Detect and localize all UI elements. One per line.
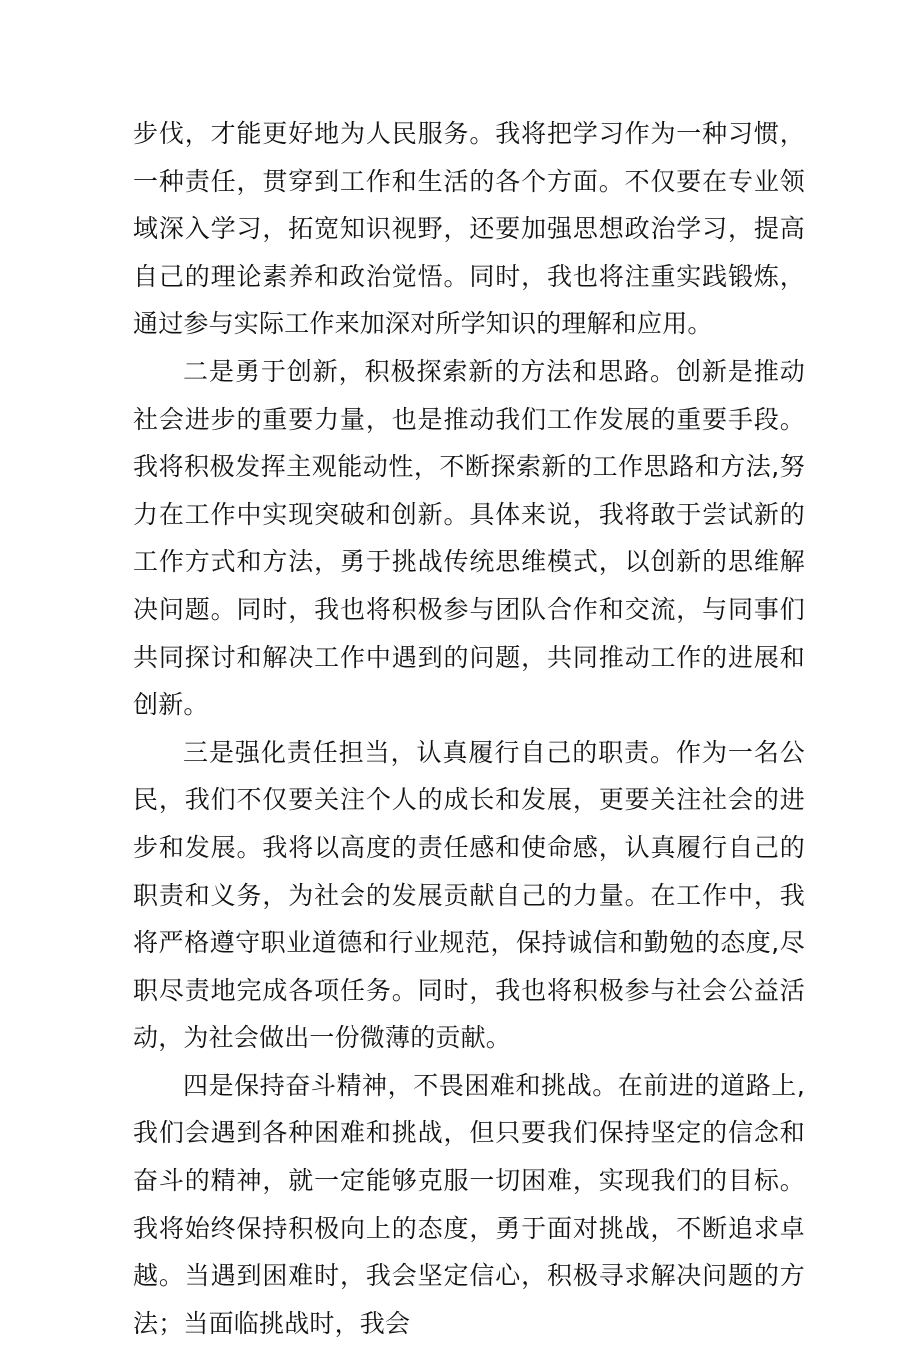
paragraph-continuation: 步伐，才能更好地为人民服务。我将把学习作为一种习惯，一种责任，贯穿到工作和生活的各个方面。不仅要在专业领域深入学习，拓宽知识视野，还要加强思想政治学习，提高自己的理论素养和政治觉悟。同时，我也将注重实践锻炼，通过参与实际工作来加深对所学知识的理解和应用。 (133, 119, 805, 339)
paragraph-innovation: 二是勇于创新，积极探索新的方法和思路。创新是推动社会进步的重要力量，也是推动我们工作发展的重要手段。我将积极发挥主观能动性，不断探索新的工作思路和方法,努力在工作中实现突破和创新。具体来说，我将敢于尝试新的工作方式和方法，勇于挑战传统思维模式，以创新的思维解决问题。同时，我也将积极参与团队合作和交流，与同事们共同探讨和解决工作中遇到的问题，共同推动工作的进展和创新。 (133, 356, 805, 720)
document-body (133, 110, 805, 1347)
paragraph-responsibility: 三是强化责任担当，认真履行自己的职责。作为一名公民，我们不仅要关注个人的成长和发展，更要关注社会的进步和发展。我将以高度的责任感和使命感，认真履行自己的职责和义务，为社会的发展贡献自己的力量。在工作中，我将严格遵守职业道德和行业规范，保持诚信和勤勉的态度,尽职尽责地完成各项任务。同时，我也将积极参与社会公益活动，为社会做出一份微薄的贡献。 (133, 737, 805, 1053)
paragraph-struggle: 四是保持奋斗精神，不畏困难和挑战。在前进的道路上,我们会遇到各种困难和挑战，但只要我们保持坚定的信念和奋斗的精神，就一定能够克服一切困难，实现我们的目标。我将始终保持积极向上的态度，勇于面对挑战，不断追求卓越。当遇到困难时，我会坚定信心，积极寻求解决问题的方法；当面临挑战时，我会 (133, 1070, 805, 1338)
